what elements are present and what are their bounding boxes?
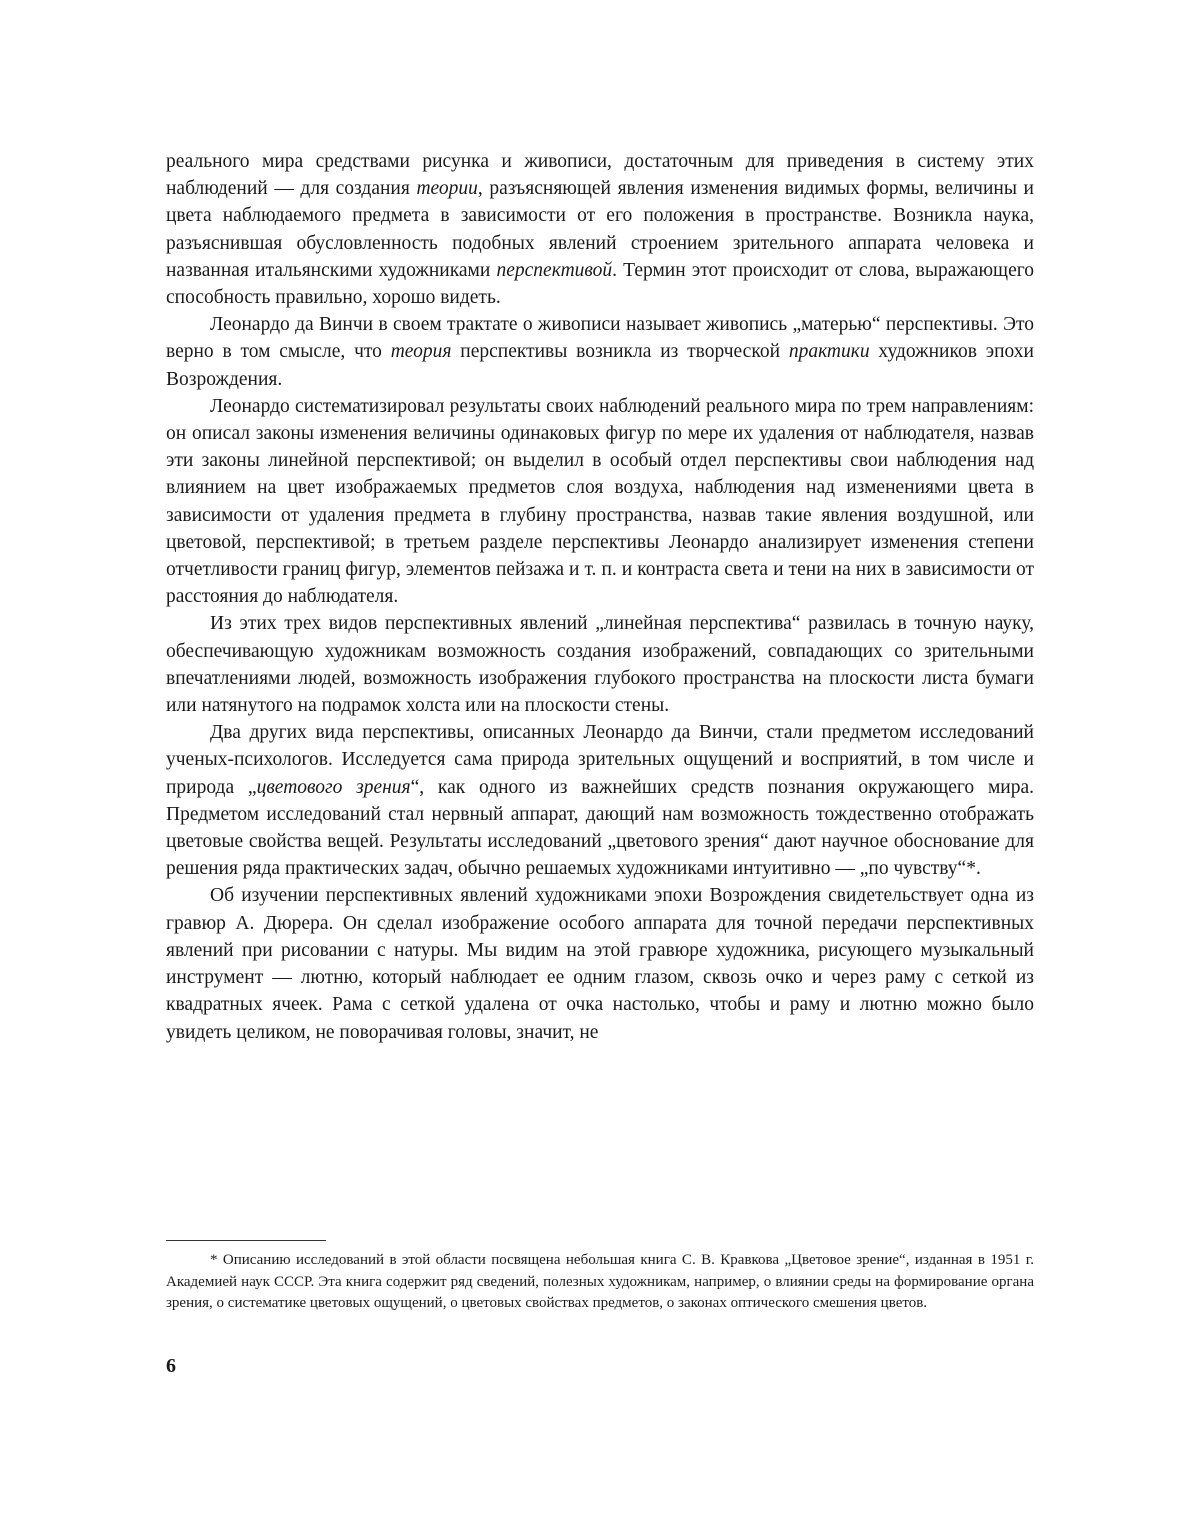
paragraph-text: “, как одного из важнейших средств познания окружающего мира. Предметом исследований стал нервный аппарат, дающий нам возможность тождественно отображать цветовые свойства вещей. Результаты исследований „цветового зрения“ дают научное обоснование для решения ряда практических задач, обычно решаемых художниками интуитивно — „по чувству“*. [166,776,1034,880]
paragraph-text: Леонардо систематизировал результаты своих наблюдений реального мира по трем направлениям: он описал законы изменения величины одинаковых фигур по мере их удаления от наблюдателя, назвав эти законы линейной перспективой; он выделил в особый отдел перспективы свои наблюдения над влиянием на цвет изображаемых предметов слоя воздуха, наблюдения над изменениями цвета в зависимости от удаления предмета в глубину пространства, назвав такие явления воздушной, или цветовой, перспективой; в третьем разделе перспективы Леонардо анализирует изменения степени отчетливости границ фигур, элементов пейзажа и т. п. и контраста света и тени на них в зависимости от расстояния до наблюдателя. [166,395,1034,608]
paragraph [166,610,1034,719]
paragraph-text: реального мира средствами рисунка и живописи, достаточным для приведения в систему этих наблюдений — для создания [166,151,1034,200]
paragraph-text: художников эпохи Возрождения. [166,341,1034,390]
paragraph-text: , разъясняющей явления изменения видимых формы, величины и цвета наблюдаемого предмета в зависимости от его положения в пространстве. Возникла наука, разъяснившая обусловленность подобных явлений строением зрительного аппарата человека и названная итальянскими художниками [166,178,1034,281]
paragraph [166,311,1034,393]
paragraph-text: перспективы возникла из творческой [451,341,789,363]
paragraph [166,882,1034,1045]
paragraph-text: Об изучении перспективных явлений художниками эпохи Возрождения свидетельствует одна из гравюр А. Дюрера. Он сделал изображение особого аппарата для точной передачи перспективных явлений при рисовании с натуры. Мы видим на этой гравюре художника, рисующего музыкальный инструмент — лютню, который наблюдает ее одним глазом, сквозь очко и через раму с сеткой из квадратных ячеек. Рама с сеткой удалена от очка настолько, чтобы и раму и лютню можно было увидеть целиком, не поворачивая головы, значит, не [166,885,1034,1043]
page-number: 6 [166,1355,176,1377]
paragraph-italic-text: теория [390,341,452,363]
footnote-divider [166,1240,326,1241]
footnote-text: * Описанию исследований в этой области посвящена небольшая книга С. В. Кравкова „Цветовое зрение“, изданная в 1951 г. Академией наук СССР. Эта книга содержит ряд сведений, полезных художникам, например, о влиянии среды на формирование органа зрения, о систематике цветовых ощущений, о цветовых свойствах предметов, о законах оптического смешения цветов. [166,1252,1034,1311]
paragraph-text: . Термин этот происходит от слова, выражающего способность правильно, хорошо видеть. [166,259,1034,309]
paragraph [166,148,1034,311]
paragraph [166,393,1034,611]
paragraph-text: Два других вида перспективы, описанных Леонардо да Винчи, стали предметом исследований ученых-психологов. Исследуется сама природа зрительных ощущений и восприятий, в том числе и природа „ [166,722,1034,798]
footnote [166,1250,1034,1315]
paragraph-italic-text: теории [416,178,478,200]
paragraph-text: Леонардо да Винчи в своем трактате о живописи называет живопись „матерью“ перспективы. Это верно в том смысле, что [166,314,1034,363]
paragraph-italic-text: практики [788,341,870,363]
paragraph-italic-text: цветового зрения [256,776,411,798]
paragraph-italic-text: перспективой [496,259,613,281]
paragraph [166,719,1034,882]
paragraph-text: Из этих трех видов перспективных явлений „линейная перспектива“ развилась в точную науку, обеспечивающую художникам возможность создания изображений, совпадающих со зрительными впечатлениями людей, возможность изображения глубокого пространства на плоскости листа бумаги или натянутого на подрамок холста или на плоскости стены. [166,613,1034,717]
book-page-body [166,148,1034,1046]
